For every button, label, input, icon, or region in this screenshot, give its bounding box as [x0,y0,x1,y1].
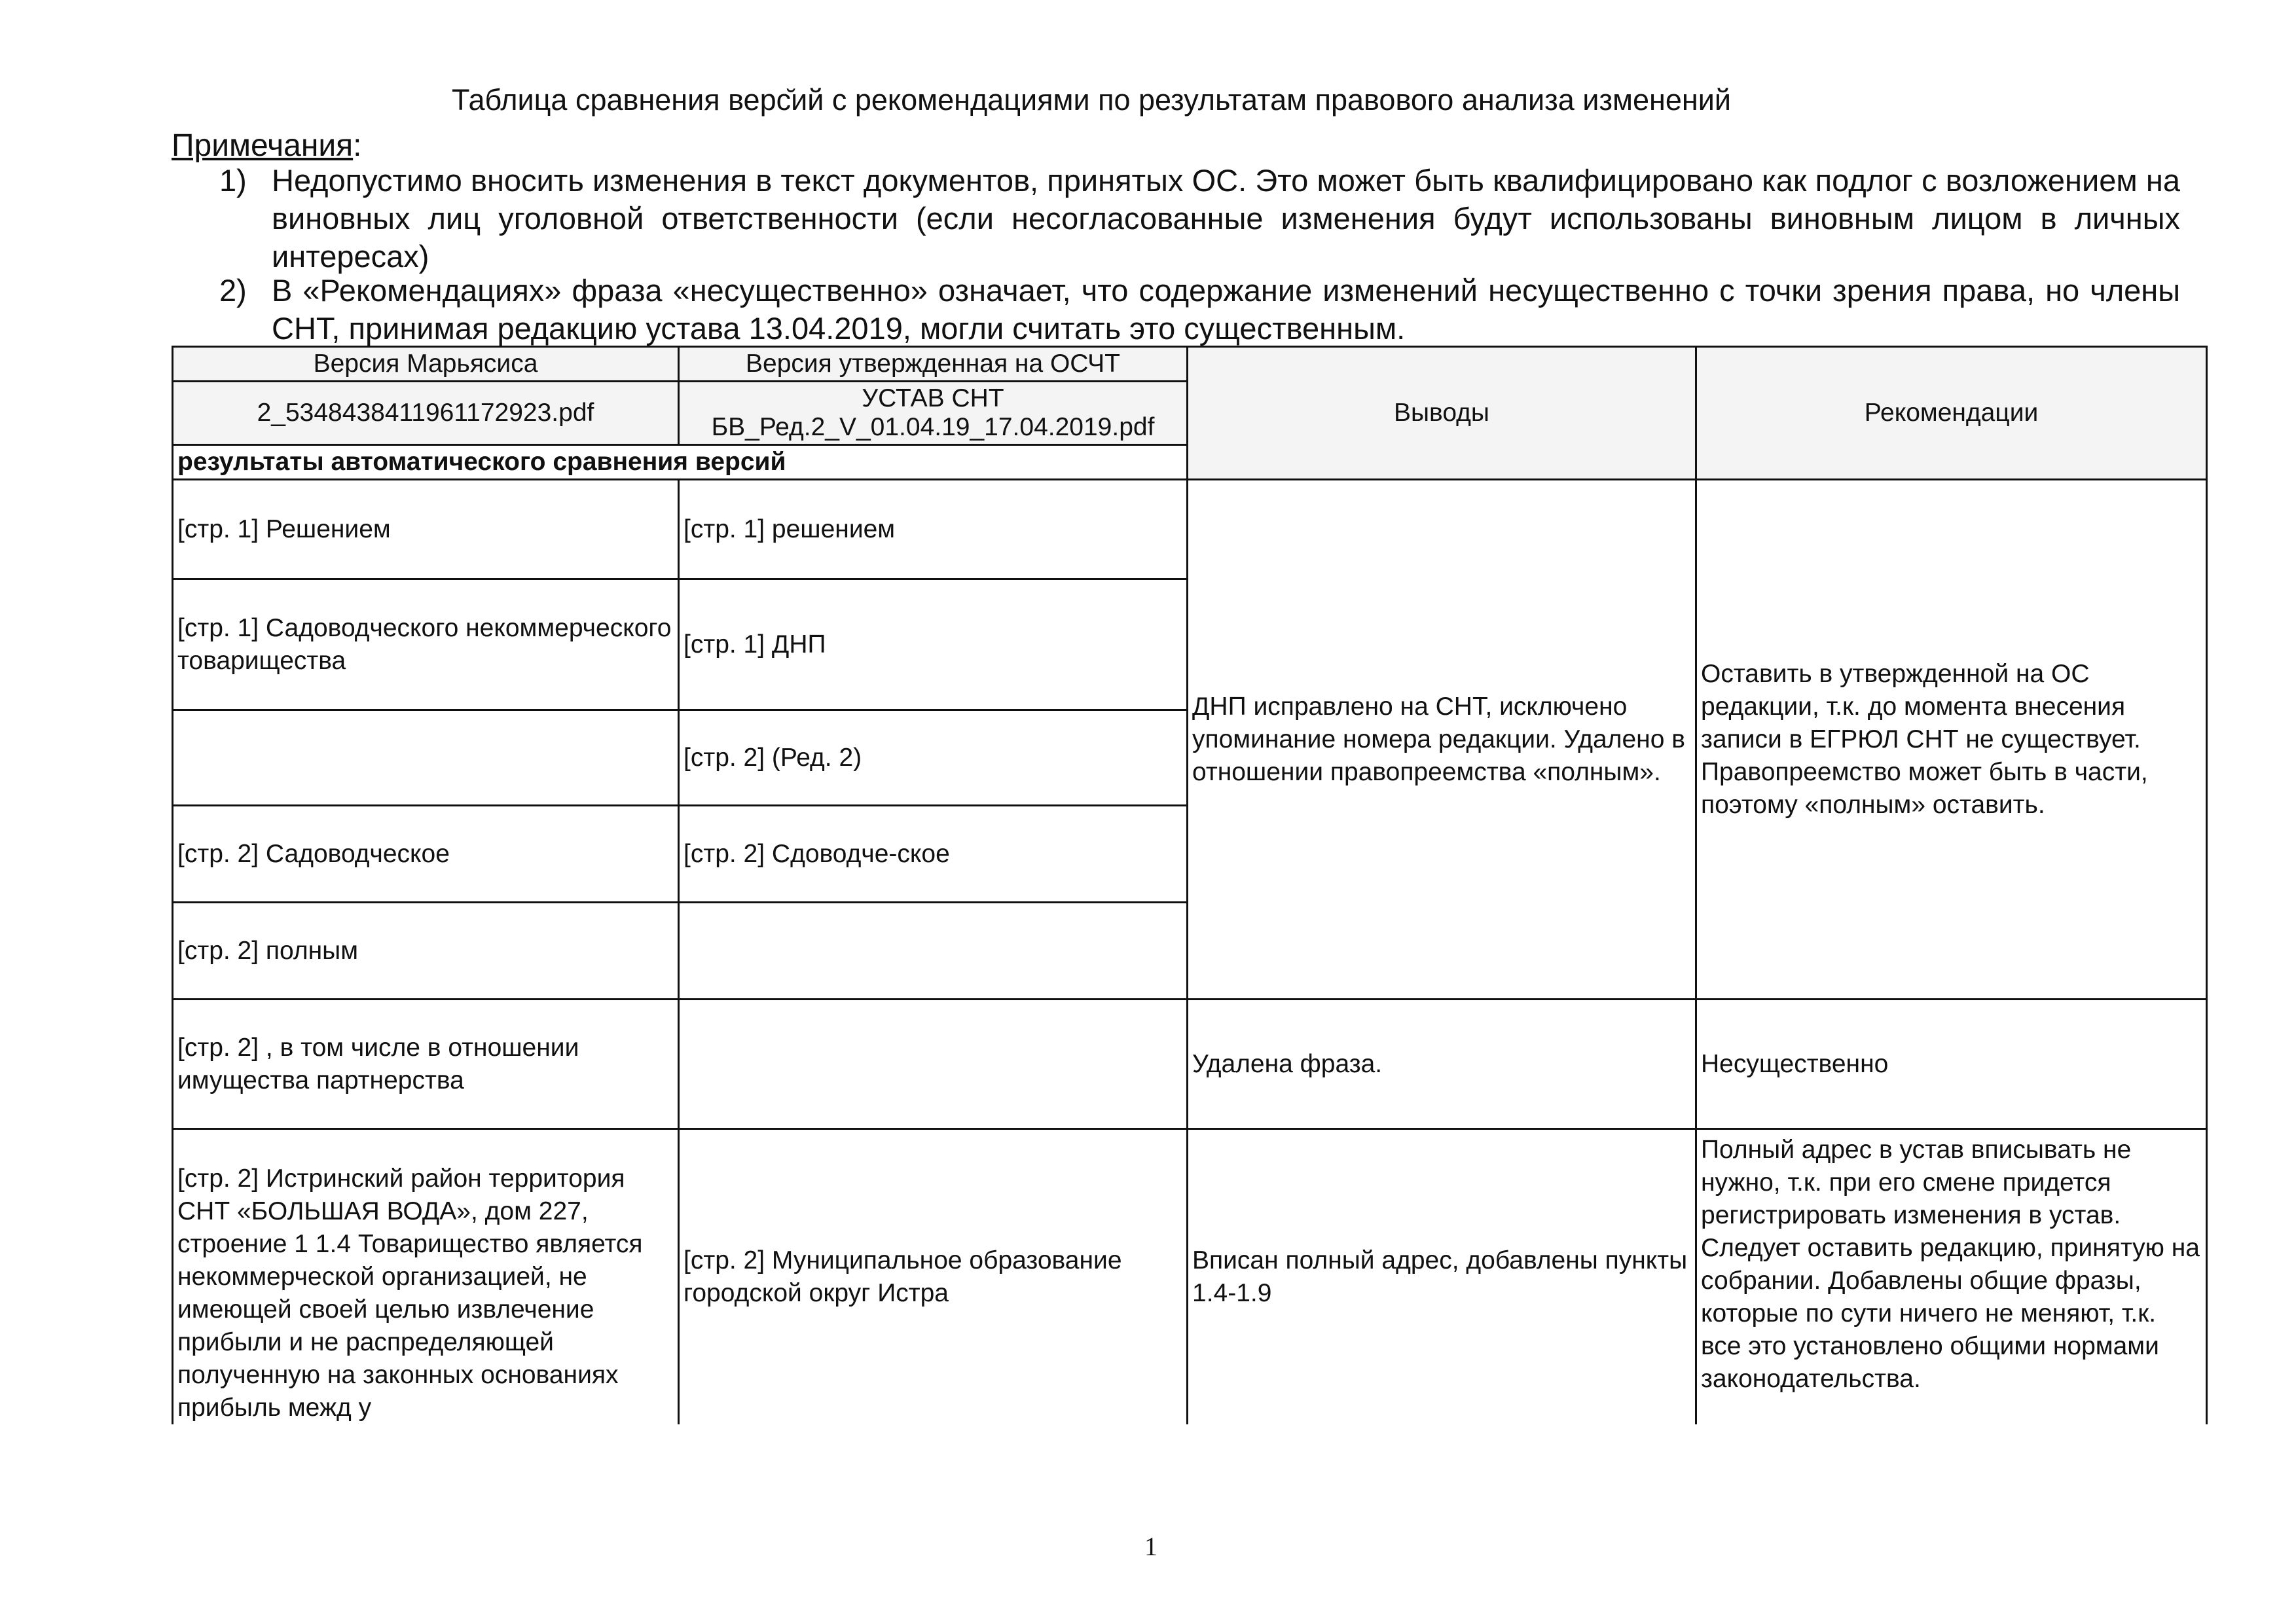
cell-version-b [679,903,1188,1000]
cell-version-b: [стр. 2] (Ред. 2) [679,710,1188,806]
comparison-table [172,346,2208,1424]
table-header-row [173,347,2207,382]
header-version-b-title: Версия утвержденная на ОСЧТ [679,347,1188,382]
cell-version-b: [стр. 1] ДНП [679,579,1188,710]
cell-recommendation: Несущественно [1696,1000,2207,1129]
cell-version-b [679,1000,1188,1129]
cell-version-a: [стр. 2] Истринский район территория СНТ «БОЛЬШАЯ ВОДА», дом 227, строение 1 1.4 Товарищество является некоммерческой организацией, не имеющей своей целью извлечение прибыли и не распределяющей полученную на законных основаниях прибыль межд у [173,1129,679,1425]
notes-heading-label: Примечания [172,128,354,163]
cell-conclusion: Вписан полный адрес, добавлены пункты 1.4-1.9 [1188,1129,1696,1425]
header-version-a-title: Версия Марьясиса [173,347,679,382]
cell-version-a: [стр. 1] Решением [173,480,679,579]
note-number: 2) [219,273,247,308]
header-recommendations: Рекомендации [1696,347,2207,480]
cell-recommendation: Полный адрес в устав вписывать не нужно, т.к. при его смене придется регистрировать изменения в устав. Следует оставить редакцию, принятую на собрании. Добавлены общие фразы, которые по сути ничего не меняют, т.к. все это установлено общими нормами законодательства. [1696,1129,2207,1425]
header-version-a-file: 2_5348438411961172923.pdf [173,382,679,445]
header-conclusions: Выводы [1188,347,1696,480]
notes-heading [172,126,361,166]
table-row [173,1129,2207,1425]
note-text: Недопустимо вносить изменения в текст документов, принятых ОС. Это может быть квалифицировано как подлог с возложением на виновных лиц уголовной ответственности (если несогласованные изменения будут использованы виновным лицом в личных интересах) [272,163,2180,274]
note-item [219,272,2180,348]
note-item [219,162,2180,276]
cell-version-a: [стр. 2] полным [173,903,679,1000]
cell-recommendation: Оставить в утвержденной на ОС редакции, т.к. до момента внесения записи в ЕГРЮЛ СНТ не существует. Правопреемство может быть в части, поэтому «полным» оставить. [1696,480,2207,1000]
note-text: В «Рекомендациях» фраза «несущественно» означает, что содержание изменений несущественно с точки зрения права, но члены СНТ, принимая редакцию устава 13.04.2019, могли считать это существенным. [272,273,2180,346]
cell-version-a [173,710,679,806]
table-row [173,1000,2207,1129]
cell-version-b: [стр. 2] Сдоводче-ское [679,806,1188,903]
cell-version-a: [стр. 2] Садоводческое [173,806,679,903]
header-version-b-file-line2: БВ_Ред.2_V_01.04.19_17.04.2019.pdf [711,413,1155,441]
cell-version-b: [стр. 1] решением [679,480,1188,579]
header-version-b-file-line1: УСТАВ СНТ [862,384,1004,412]
table-row [173,480,2207,579]
header-version-b-file [679,382,1188,445]
cell-version-a: [стр. 2] , в том числе в отношении имущества партнерства [173,1000,679,1129]
note-number: 1) [219,163,247,198]
page-number: 1 [1144,1532,1157,1561]
cell-conclusion: Удалена фраза. [1188,1000,1696,1129]
cell-version-a: [стр. 1] Садоводческого некоммерческого товарищества [173,579,679,710]
notes-heading-colon: : [353,128,362,163]
cell-version-b: [стр. 2] Муниципальное образование городской округ Истра [679,1129,1188,1425]
cell-conclusion: ДНП исправлено на СНТ, исключено упоминание номера редакции. Удалено в отношении правопреемства «полным». [1188,480,1696,1000]
section-label: результаты автоматического сравнения версий [173,445,1188,480]
document-title: Таблица сравнения верс̆ий с рекомендациями по результатам правового анализа изменений [452,83,1732,117]
